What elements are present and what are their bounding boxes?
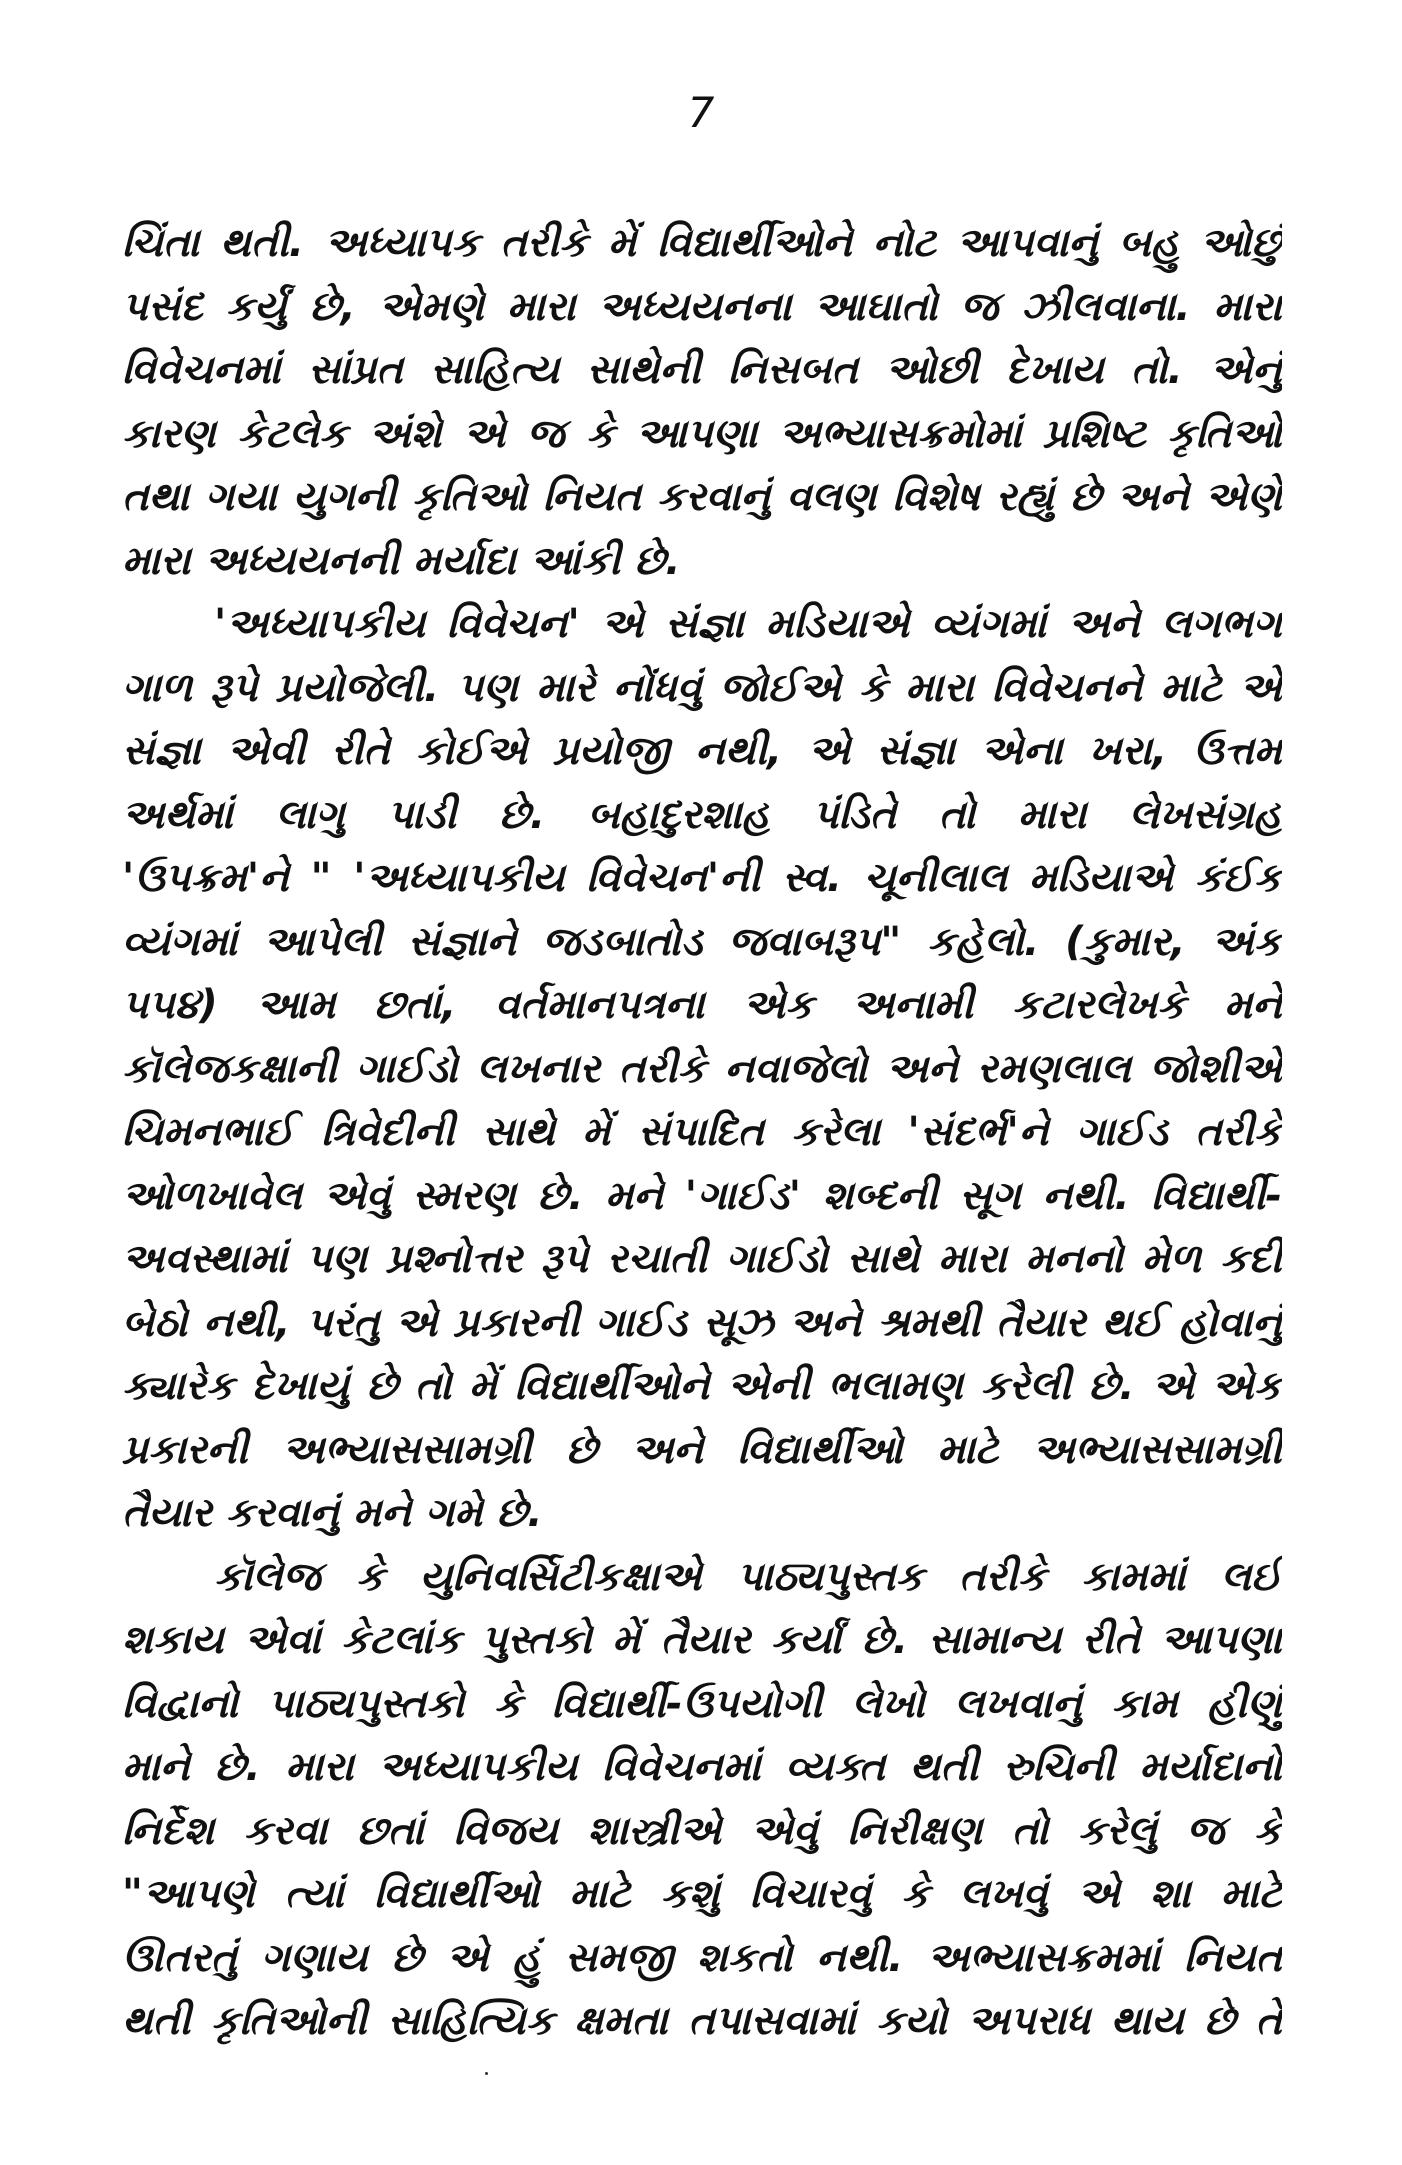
- text-line: થતી કૃતિઓની સાહિત્યિક ક્ષમતા તપાસવામાં કયો અપરાધ થાય છે તે: [122, 1998, 1282, 2044]
- page-number: 7: [687, 88, 715, 137]
- text-line: અવસ્થામાં પણ પ્રશ્નોત્તર રૂપે રચાતી ગાઈડો સાથે મારા મનનો મેળ કદી: [122, 1236, 1282, 1282]
- body-text: [122, 212, 1282, 2054]
- text-line: મારા અધ્યયનની મર્યાદા આંકી છે.: [122, 537, 681, 584]
- text-line: તથા ગયા યુગની કૃતિઓ નિયત કરવાનું વલણ વિશેષ રહ્યું છે અને એણે: [122, 474, 1282, 520]
- text-line: વ્યંગમાં આપેલી સંજ્ઞાને જડબાતોડ જવાબરૂપ" કહેલો. (કુમાર, અંક: [122, 918, 1282, 965]
- text-line: નિર્દેશ કરવા છતાં વિજય શાસ્ત્રીએ એવું નિરીક્ષણ તો કરેલું જ કે: [122, 1807, 1282, 1854]
- text-line: તૈયાર કરવાનું મને ગમે છે.: [122, 1490, 543, 1536]
- text-line: ૫૫૪) આમ છતાં, વર્તમાનપત્રના એક અનામી કટારલેખકે મને: [122, 982, 1282, 1028]
- text-line: 'અધ્યાપકીય વિવેચન' એ સંજ્ઞા મડિયાએ વ્યંગમાં અને લગભગ: [214, 601, 1282, 647]
- text-line: ચિમનભાઈ ત્રિવેદીની સાથે મેં સંપાદિત કરેલા 'સંદર્ભ'ને ગાઈડ તરીકે: [122, 1109, 1282, 1155]
- print-speck: [485, 2072, 488, 2075]
- text-line: સંજ્ઞા એવી રીતે કોઈએ પ્રયોજી નથી, એ સંજ્ઞા એના ખરા, ઉત્તમ: [122, 728, 1282, 774]
- text-line: અર્થમાં લાગુ પાડી છે. બહાદુરશાહ પંડિતે તો મારા લેખસંગ્રહ: [122, 791, 1282, 838]
- text-line: બેઠો નથી, પરંતુ એ પ્રકારની ગાઈડ સૂઝ અને શ્રમથી તૈયાર થઈ હોવાનું: [122, 1299, 1282, 1346]
- text-line: "આપણે ત્યાં વિદ્યાર્થીઓ માટે કશું વિચારવું કે લખવું એ શા માટે: [122, 1871, 1282, 1917]
- paragraph-2: [122, 593, 1282, 1546]
- text-line: 'ઉપક્રમ'ને " 'અધ્યાપકીય વિવેચન'ની સ્વ. ચૂનીલાલ મડિયાએ કંઈક: [122, 855, 1282, 901]
- paragraph-1: [122, 212, 1282, 593]
- text-line: શકાય એવાં કેટલાંક પુસ્તકો મેં તૈયાર કર્યાં છે. સામાન્ય રીતે આપણા: [122, 1617, 1282, 1663]
- text-line: ક્યારેક દેખાયું છે તો મેં વિદ્યાર્થીઓને એની ભલામણ કરેલી છે. એ એક: [122, 1363, 1282, 1409]
- text-line: માને છે. મારા અધ્યાપકીય વિવેચનમાં વ્યક્ત થતી રુચિની મર્યાદાનો: [122, 1744, 1282, 1790]
- text-line: ચિંતા થતી. અધ્યાપક તરીકે મેં વિદ્યાર્થીઓને નોટ આપવાનું બહુ ઓછું: [122, 220, 1282, 266]
- text-line: કારણ કેટલેક અંશે એ જ કે આપણા અભ્યાસક્રમોમાં પ્રશિષ્ટ કૃતિઓ: [122, 410, 1282, 457]
- paragraph-3: [122, 1546, 1282, 2054]
- text-line: વિવેચનમાં સાંપ્રત સાહિત્ય સાથેની નિસબત ઓછી દેખાય તો. એનું: [122, 347, 1282, 393]
- text-line: પ્રકારની અભ્યાસસામગ્રી છે અને વિદ્યાર્થીઓ માટે અભ્યાસસામગ્રી: [122, 1426, 1282, 1473]
- text-line: કૉલેજ કે યુનિવર્સિટીકક્ષાએ પાઠ્યપુસ્તક તરીકે કામમાં લઈ: [214, 1553, 1282, 1600]
- text-line: ગાળ રૂપે પ્રયોજેલી. પણ મારે નોંધવું જોઈએ કે મારા વિવેચનને માટે એ: [122, 664, 1282, 711]
- text-line: પસંદ કર્યું છે, એમણે મારા અધ્યયનના આઘાતો જ ઝીલવાના. મારા: [122, 283, 1282, 330]
- text-line: કૉલેજકક્ષાની ગાઈડો લખનાર તરીકે નવાજેલો અને રમણલાલ જોશીએ: [122, 1045, 1282, 1092]
- text-line: ઓળખાવેલ એવું સ્મરણ છે. મને 'ગાઈડ' શબ્દની સૂગ નથી. વિદ્યાર્થી-: [122, 1172, 1282, 1219]
- text-line: વિદ્વાનો પાઠ્યપુસ્તકો કે વિદ્યાર્થી-ઉપયોગી લેખો લખવાનું કામ હીણું: [122, 1680, 1282, 1727]
- text-line: ઊતરતું ગણાય છે એ હું સમજી શકતો નથી. અભ્યાસક્રમમાં નિયત: [122, 1934, 1282, 1981]
